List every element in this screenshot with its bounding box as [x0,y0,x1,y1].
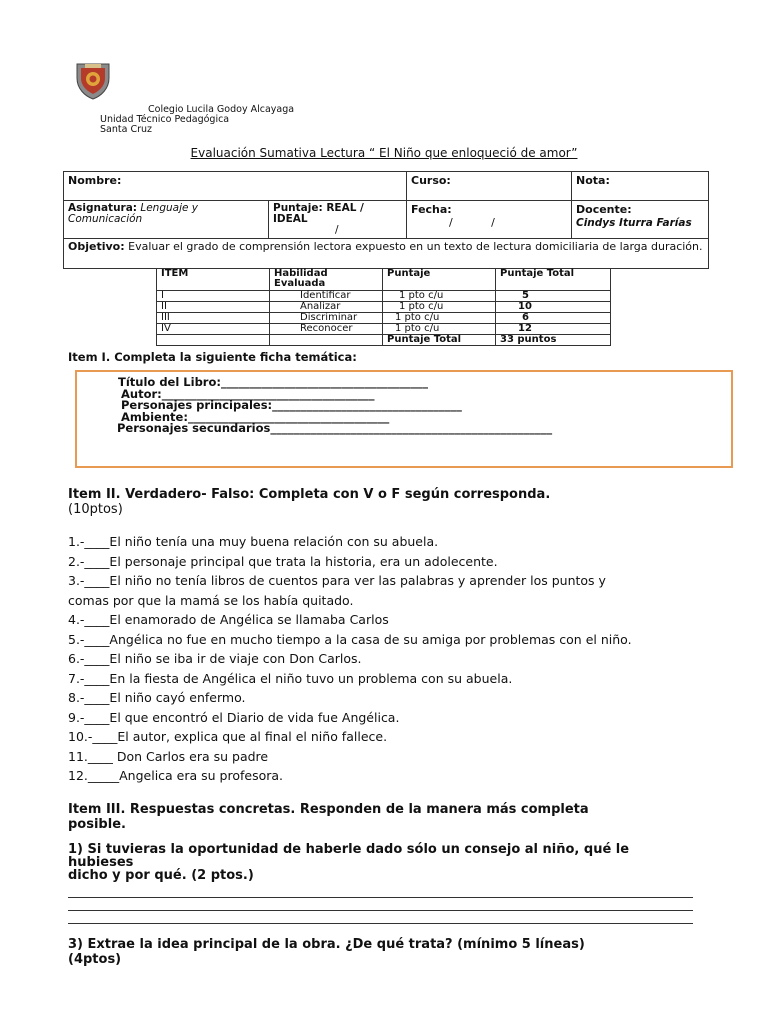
puntaje-cell: 1 pto c/u [383,313,496,324]
item2-heading [68,487,550,517]
puntaje-cell: 1 pto c/u [383,324,496,335]
items-score-table [156,268,611,346]
objetivo-text: Evaluar el grado de comprensión lectora expuesto en un texto de lectura domiciliaria de larga duración. [124,240,703,253]
list-item[interactable]: 7.-____En la fiesta de Angélica el niño tuvo un problema con su abuela. [68,670,513,686]
puntaje-label: Puntaje: REAL / [273,202,364,214]
school-unit: Unidad Técnico Pedagógica [100,114,230,125]
docente-cell [572,201,709,239]
ficha-ambiente[interactable]: Ambiente:___________________________________ [121,410,390,424]
habilidad-cell: Reconocer [270,324,383,335]
table-row [157,324,611,335]
item-cell: I [157,291,270,302]
list-item[interactable]: 6.-____El niño se iba ir de viaje con Don Carlos. [68,651,362,666]
puntaje-slash: / [335,224,339,236]
total-cell: 10 [496,302,611,313]
list-item[interactable]: 2.-____El personaje principal que trata la historia, era un adolecente. [68,553,498,569]
asignatura-value: Lenguaje y [140,202,199,214]
school-name: Colegio Lucila Godoy Alcayaga [148,104,295,115]
table-row [157,302,611,313]
item3-heading-line2: posible. [68,817,126,832]
list-item[interactable]: 9.-____El que encontró el Diario de vida fue Angélica. [68,709,400,725]
nota-label: Nota: [576,174,610,187]
items-header-total: Puntaje Total [496,269,611,291]
list-item[interactable]: 5.-____Angélica no fue en mucho tiempo a la casa de su amiga por problemas con el niño. [68,631,632,647]
school-crest-logo [74,60,112,100]
list-item[interactable]: 11.____ Don Carlos era su padre [68,748,269,764]
puntaje-cell: 1 pto c/u [383,302,496,313]
habilidad-cell: Analizar [270,302,383,313]
ficha-personajes-principales[interactable]: Personajes principales:_________________________________ [121,398,462,412]
asignatura-value-2: Comunicación [68,213,143,225]
item3-heading [68,802,589,832]
question-3-line2: (4ptos) [68,952,122,967]
answer-line[interactable] [68,897,693,898]
docente-label: Docente: [576,203,632,216]
curso-cell[interactable] [407,172,572,201]
habilidad-cell: Discriminar [270,313,383,324]
curso-label: Curso: [411,174,451,187]
table-row [157,291,611,302]
total-cell: 5 [496,291,611,302]
answer-line[interactable] [68,910,693,911]
puntaje-label-2: IDEAL [273,213,308,225]
objetivo-label: Objetivo: [68,240,125,253]
item-cell: IV [157,324,270,335]
habilidad-cell: Identificar [270,291,383,302]
table-row [157,335,611,346]
nombre-label: Nombre: [68,174,122,187]
total-cell: 6 [496,313,611,324]
nota-cell[interactable] [572,172,709,201]
fecha-cell[interactable] [407,201,572,239]
list-item[interactable]: 8.-____El niño cayó enfermo. [68,690,246,705]
document-title: Evaluación Sumativa Lectura “ El Niño que enloqueció de amor” [190,146,578,160]
item3-heading-line1: Item III. Respuestas concretas. Responden de la manera más completa [68,802,589,817]
total-value: 33 puntos [496,335,611,346]
items-header-item: ITEM [157,269,270,291]
total-label: Puntaje Total [383,335,496,346]
true-false-list [68,532,632,786]
list-item[interactable]: 3.-____El niño no tenía libros de cuentos para ver las palabras y aprender los puntos y [68,573,606,588]
student-info-table [63,171,709,269]
table-row [157,313,611,324]
nombre-cell[interactable] [64,172,407,201]
list-item[interactable]: 4.-____El enamorado de Angélica se llamaba Carlos [68,612,389,627]
ficha-autor[interactable]: Autor:_____________________________________ [121,387,375,401]
item-cell: III [157,313,270,324]
fecha-label: Fecha: [411,203,452,216]
item1-heading: Item I. Completa la siguiente ficha temática: [68,350,357,364]
list-item[interactable]: 10.-____El autor, explica que al final el niño fallece. [68,729,388,744]
puntaje-cell[interactable] [269,201,407,239]
item-cell: II [157,302,270,313]
item2-heading-line2: (10ptos) [68,502,123,517]
ficha-personajes-secundarios[interactable]: Personajes secundarios_________________________________________________ [117,421,553,435]
asignatura-label: Asignatura: [68,202,138,214]
items-header-puntaje: Puntaje [383,269,496,291]
question-1-line1: 1) Si tuvieras la oportunidad de haberle dado sólo un consejo al niño, qué le [68,842,630,857]
ficha-titulo[interactable]: Título del Libro:____________________________________ [118,375,428,389]
asignatura-cell [64,201,269,239]
items-header-habilidad: Habilidad Evaluada [270,269,383,291]
list-item[interactable]: 12._____Angelica era su profesora. [68,768,284,783]
item2-heading-line1: Item II. Verdadero- Falso: Completa con V o F según corresponda. [68,487,551,502]
fecha-slashes: / / [449,216,495,229]
objetivo-cell [64,239,709,269]
docente-value: Cindys Iturra Farías [576,217,692,229]
puntaje-cell: 1 pto c/u [383,291,496,302]
answer-line[interactable] [68,923,693,924]
question-1-line3: dicho y por qué. (2 ptos.) [68,868,254,883]
question-3 [68,937,585,967]
list-item[interactable]: 1.-____El niño tenía una muy buena relación con su abuela. [68,534,439,549]
total-cell: 12 [496,324,611,335]
question-1 [68,843,629,882]
list-item: comas por que la mamá se los había quitado. [68,592,354,608]
school-city: Santa Cruz [100,124,152,135]
question-1-line2: hubieses [68,855,134,870]
question-3-line1: 3) Extrae la idea principal de la obra. ¿De qué trata? (mínimo 5 líneas) [68,937,585,952]
